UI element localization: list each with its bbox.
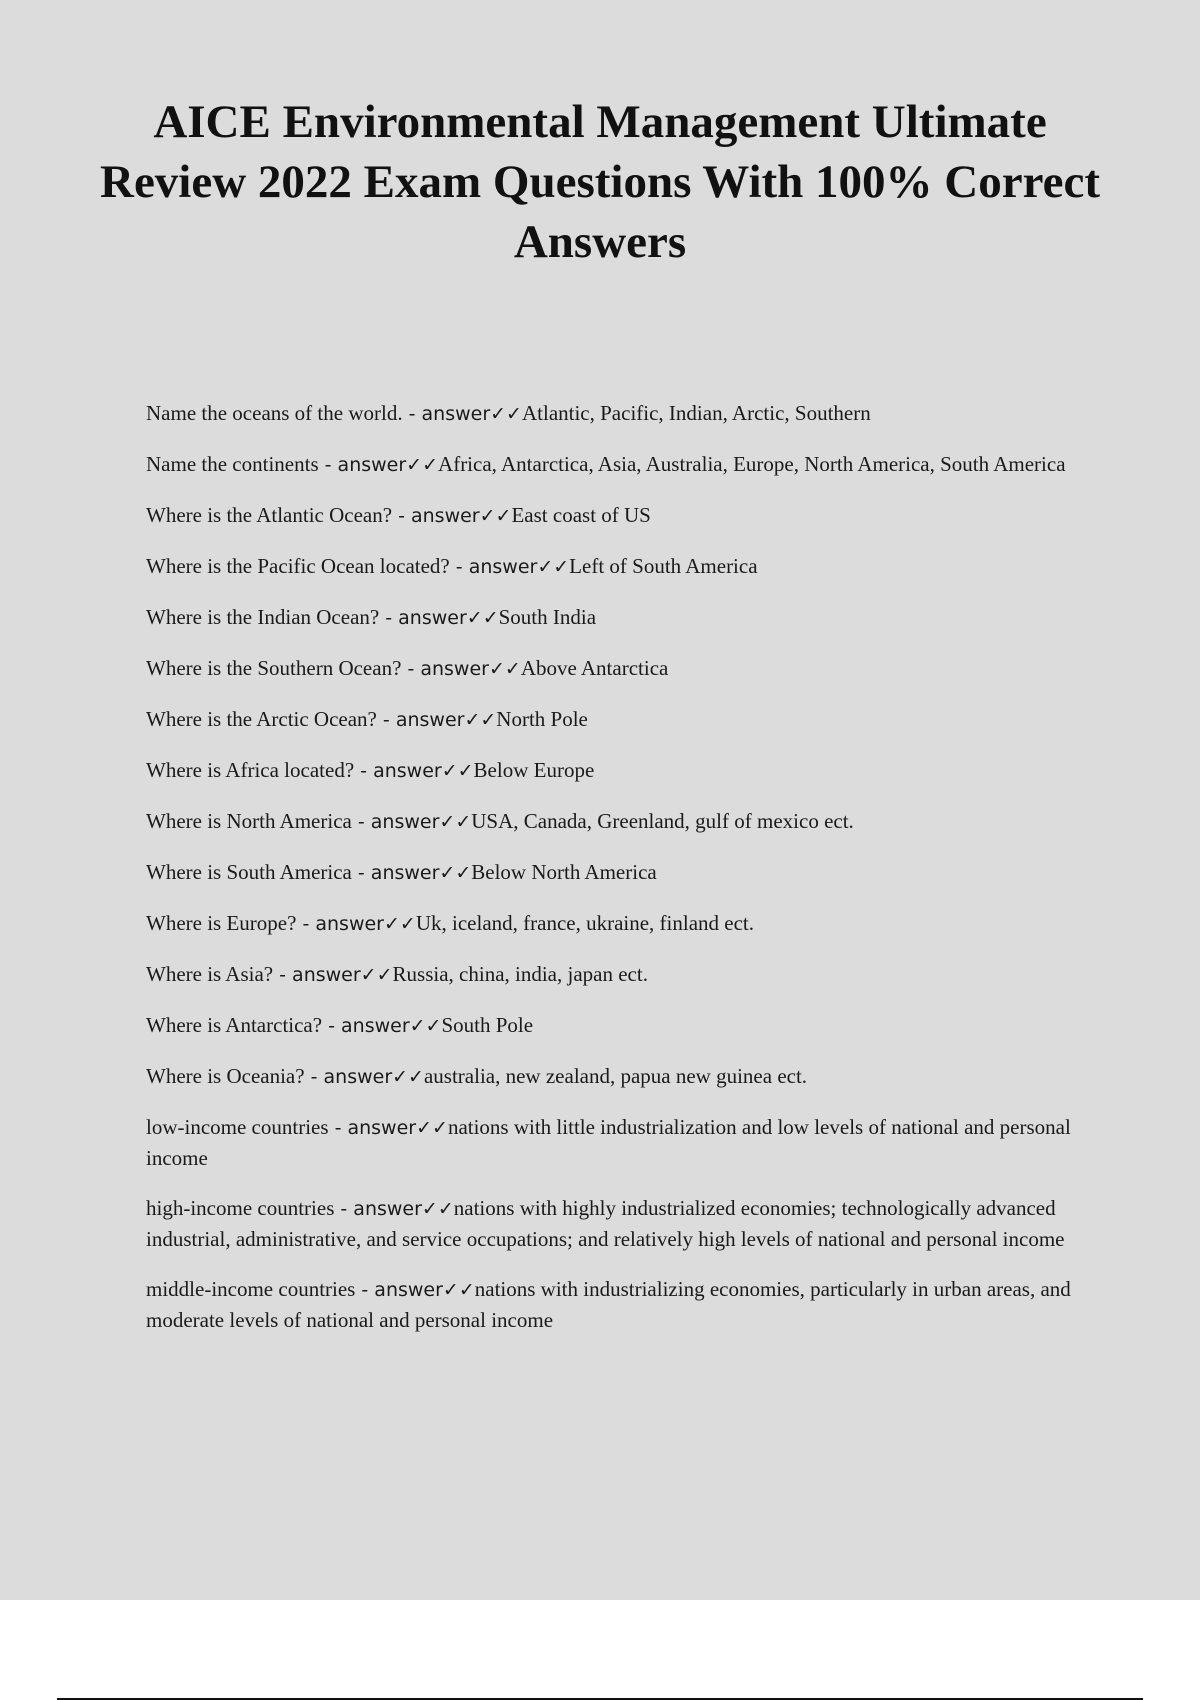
qa-item	[146, 551, 1096, 582]
answer-text: Above Antarctica	[520, 656, 669, 680]
answer-text: nations with little industrialization and low levels of national and personal income	[146, 1115, 1071, 1170]
answer-text: australia, new zealand, papua new guinea ect.	[423, 1064, 808, 1088]
qa-item	[146, 1193, 1096, 1254]
qa-item	[146, 449, 1096, 480]
qa-item	[146, 398, 1096, 429]
question-text: Where is the Arctic Ocean?	[146, 707, 377, 731]
answer-separator: - answer✓✓	[318, 454, 439, 476]
question-text: Name the oceans of the world.	[146, 401, 403, 425]
answer-separator: - answer✓✓	[328, 1117, 448, 1139]
answer-separator: - answer✓✓	[392, 505, 512, 527]
answer-separator: - answer✓✓	[402, 403, 522, 425]
qa-item	[146, 908, 1096, 939]
answer-separator: - answer✓✓	[354, 760, 474, 782]
qa-item	[146, 755, 1096, 786]
qa-item	[146, 653, 1096, 684]
answer-text: Africa, Antarctica, Asia, Australia, Europe, North America, South America	[438, 452, 1066, 476]
qa-list	[146, 398, 1096, 1355]
question-text: Where is Europe?	[146, 911, 297, 935]
question-text: low-income countries	[146, 1115, 329, 1139]
answer-text: USA, Canada, Greenland, gulf of mexico ect.	[471, 809, 854, 833]
qa-item	[146, 959, 1096, 990]
qa-item	[146, 1010, 1096, 1041]
question-text: Where is the Southern Ocean?	[146, 656, 402, 680]
answer-separator: - answer✓✓	[449, 556, 570, 578]
question-text: Where is Asia?	[146, 962, 274, 986]
answer-text: South India	[498, 605, 597, 629]
answer-text: Below Europe	[473, 758, 595, 782]
qa-item	[146, 806, 1096, 837]
qa-item	[146, 1112, 1096, 1173]
answer-separator: - answer✓✓	[334, 1198, 454, 1220]
answer-text: South Pole	[441, 1013, 534, 1037]
qa-item	[146, 704, 1096, 735]
answer-text: Below North America	[471, 860, 657, 884]
answer-separator: - answer✓✓	[322, 1015, 442, 1037]
question-text: middle-income countries	[146, 1277, 356, 1301]
question-text: Where is North America	[146, 809, 352, 833]
answer-separator: - answer✓✓	[379, 607, 499, 629]
answer-separator: - answer✓✓	[304, 1066, 424, 1088]
answer-separator: - answer✓✓	[351, 862, 472, 884]
qa-item	[146, 602, 1096, 633]
answer-text: North Pole	[496, 707, 588, 731]
answer-separator: - answer✓✓	[351, 811, 472, 833]
answer-separator: - answer✓✓	[296, 913, 416, 935]
question-text: Where is South America	[146, 860, 352, 884]
document-title: AICE Environmental Management Ultimate Review 2022 Exam Questions With 100% Correct Answers	[100, 96, 1100, 268]
question-text: Where is the Atlantic Ocean?	[146, 503, 393, 527]
answer-text: Russia, china, india, japan ect.	[392, 962, 648, 986]
answer-text: Left of South America	[569, 554, 758, 578]
question-text: Where is the Pacific Ocean located?	[146, 554, 450, 578]
answer-text: Uk, iceland, france, ukraine, finland ect.	[415, 911, 755, 935]
qa-item	[146, 500, 1096, 531]
question-text: Name the continents	[146, 452, 319, 476]
answer-text: nations with industrializing economies, particularly in urban areas, and moderate levels of national and personal income	[146, 1277, 1071, 1332]
qa-item	[146, 1061, 1096, 1092]
question-text: Where is Africa located?	[146, 758, 355, 782]
answer-separator: - answer✓✓	[273, 964, 393, 986]
qa-item	[146, 857, 1096, 888]
answer-separator: - answer✓✓	[376, 709, 497, 731]
answer-separator: - answer✓✓	[355, 1279, 475, 1301]
answer-text: nations with highly industrialized economies; technologically advanced industrial, administrative, and service occupations; and relatively high levels of national and personal income	[146, 1196, 1065, 1251]
question-text: Where is Antarctica?	[146, 1013, 323, 1037]
question-text: Where is Oceania?	[146, 1064, 305, 1088]
question-text: high-income countries	[146, 1196, 335, 1220]
question-text: Where is the Indian Ocean?	[146, 605, 380, 629]
answer-separator: - answer✓✓	[401, 658, 521, 680]
answer-text: Atlantic, Pacific, Indian, Arctic, Southern	[521, 401, 871, 425]
qa-item	[146, 1274, 1096, 1335]
answer-text: East coast of US	[511, 503, 651, 527]
